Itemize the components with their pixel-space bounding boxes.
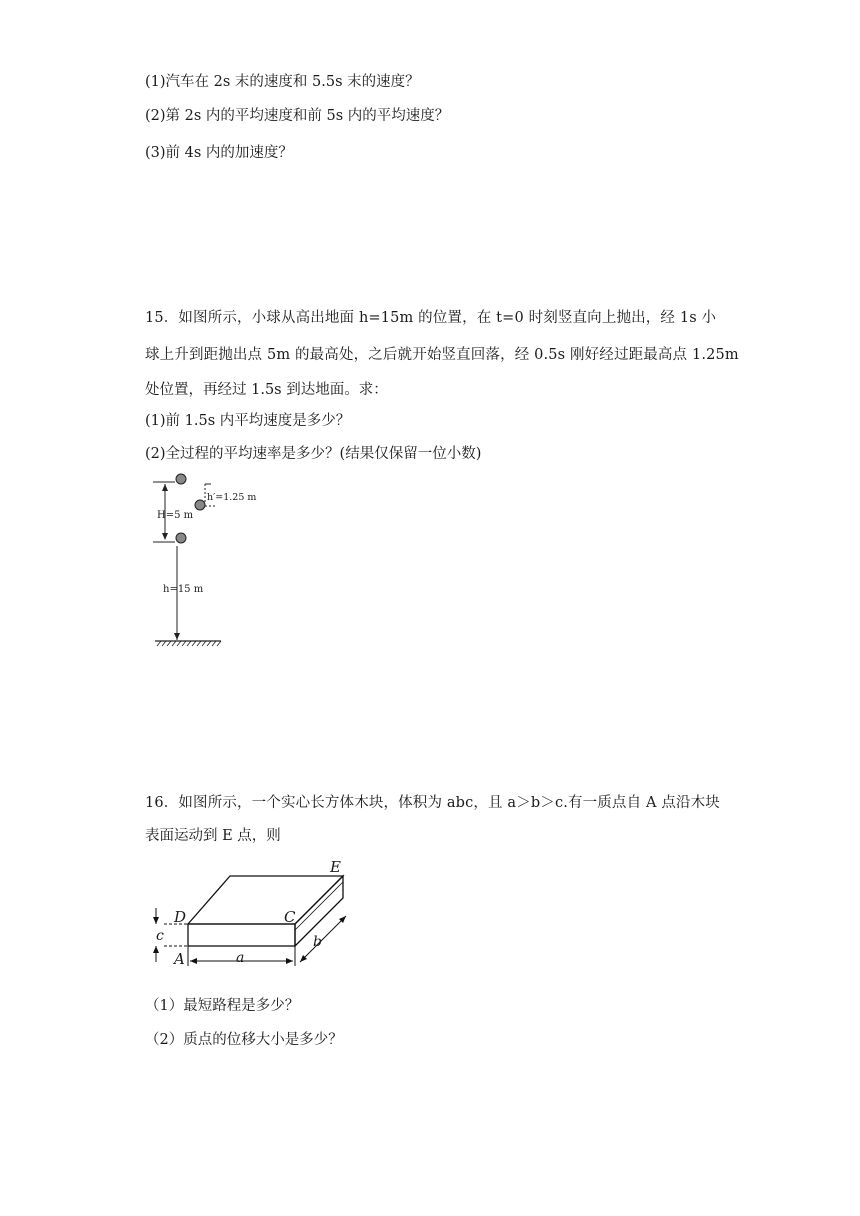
label-C: C [284,908,296,926]
label-H: H=5 m [157,510,194,521]
label-a: a [236,950,245,966]
label-b: b [313,934,322,950]
label-h-prime: h′=1.25 m [207,492,257,503]
q15-line1: 15．如图所示，小球从高出地面 h=15m 的位置，在 t=0 时刻竖直向上抛出，经 1s 小 [145,310,717,326]
ball-launch [176,533,186,543]
q16-sub1: （1）最短路程是多少？ [145,998,300,1014]
label-D: D [174,908,187,926]
q16-line2: 表面运动到 E 点，则 [145,828,281,844]
label-A: A [174,950,185,968]
ball-top [176,474,186,484]
q15-ball-figure [145,468,275,653]
q15-line3: 处位置，再经过 1.5s 到达地面。求： [145,382,388,398]
q14-sub3: (3)前 4s 内的加速度？ [145,145,293,161]
ball-falling [195,500,205,510]
q16-line1: 16．如图所示，一个实心长方体木块，体积为 abc，且 a＞b＞c.有一质点自 A 点沿木块 [145,795,720,811]
label-E: E [330,858,341,876]
q16-block-figure [150,858,360,973]
q15-line2: 球上升到距抛出点 5m 的最高处，之后就开始竖直回落，经 0.5s 刚好经过距最高点 1.25m [145,347,739,363]
q14-sub1: (1)汽车在 2s 末的速度和 5.5s 末的速度？ [145,74,420,90]
q15-sub2: (2)全过程的平均速率是多少？(结果仅保留一位小数) [145,446,482,462]
q16-sub2: （2）质点的位移大小是多少？ [145,1032,343,1048]
q15-sub1: (1)前 1.5s 内平均速度是多少？ [145,413,351,429]
label-c: c [156,928,164,944]
label-h: h=15 m [163,584,204,595]
q14-sub2: (2)第 2s 内的平均速度和前 5s 内的平均速度？ [145,108,450,124]
